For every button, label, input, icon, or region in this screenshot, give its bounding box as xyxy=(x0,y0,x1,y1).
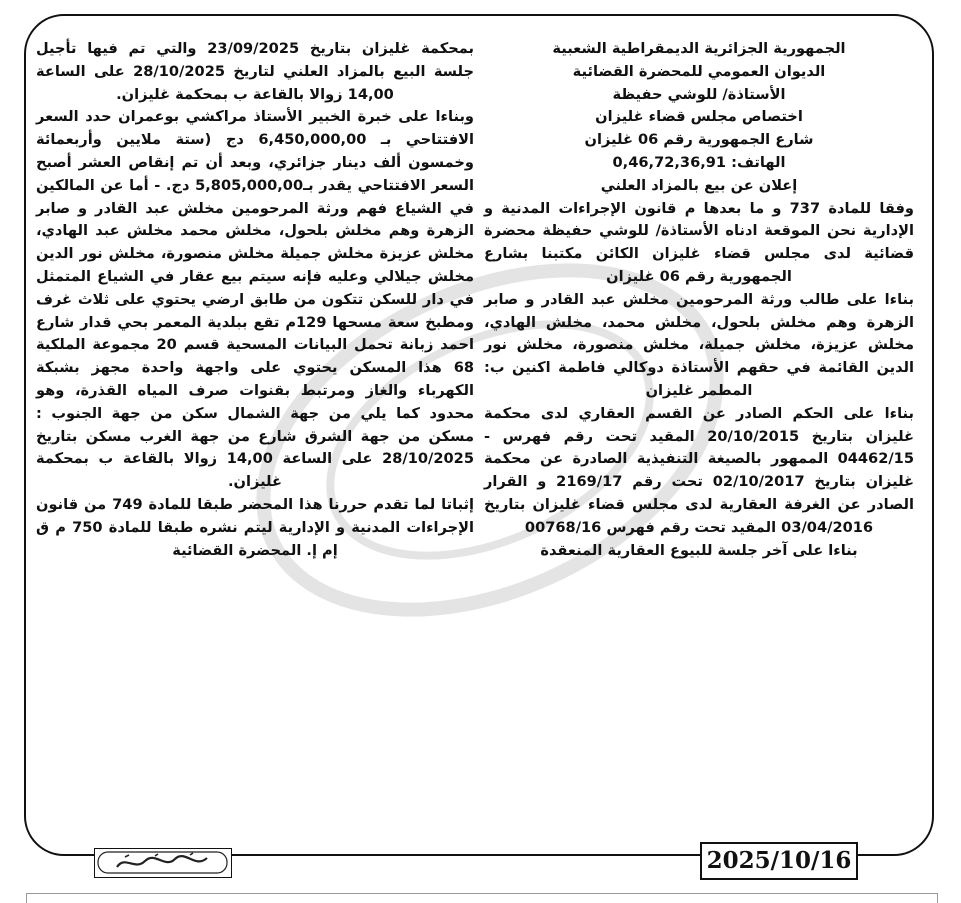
judgment-paragraph: بناءا على الحكم الصادر عن القسم العقاري لدى محكمة غليزان بتاريخ 20/10/2015 المقيد تحت رقم فهرس - 04462/15 الممهور بالصيغة التنفيذية الصادرة عن محكمة غليزان بتاريخ 02/10/2017 تحت رقم 2169/17 و القرار الصادر عن الغرفة العقارية لدى مجلس قضاء غليزان بتاريخ 03/04/2016 المقيد تحت رقم فهرس 00768/16 xyxy=(484,404,915,536)
header-line: الجمهورية الجزائرية الديمقراطية الشعبية xyxy=(552,40,846,57)
requesters-paragraph: بناءا على طالب ورثة المرحومين مخلش عبد القادر و صابر الزهرة وهم مخلش بلحول، مخلش محمد، مخلش الهادي، مخلش عزيزة، مخلش جميلة، مخلش منصورة، مخلش نور الدين القائمة في حقهم الأستاذة دوكالي فاطمة اكنين ب: المطمر غليزان xyxy=(484,290,914,399)
newspaper-logo-icon xyxy=(95,849,230,876)
header-line: الديوان العمومي للمحضرة القضائية xyxy=(572,62,826,80)
property-paragraph: وبناءا على خبرة الخبير الأستاذ مراكشي بوعمران حدد السعر الافتتاحي بـ 6,450,000,00 دج (ستة ملايين وأربعمائة وخمسون ألف دينار جزائري، وبعد أن تم إنقاص العشر أصبح السعر الافتتاحي يقدر بـ5,805,000,00 دج. - أما عن المالكين في الشياع فهم ورثة المرحومين مخلش عبد القادر و صابر الزهرة وهم مخلش بلحول، مخلش محمد مخلش عبد الهادي، مخلش عزيزة مخلش جميلة مخلش منصورة، مخلش نور الدين مخلش جيلالي وعليه فإنه سيتم بيع عقار في الشياع المتمثل في دار للسكن تتكون من طابق ارضي يحتوي على ثلاث غرف ومطبخ سعة مسحها 129م تقع ببلدية المعمر بحي قدار شارع احمد زبانة تحمل البيانات المسحية قسم 20 مجموعة الملكية 68 هذا المسكن يحتوي على واجهة واحدة مجهز بشبكة الكهرباء والغاز ومرتبط بقنوات صرف المياه القذرة، وهو محدود كما يلي من جهة الشمال سكن من جهة الجنوب : مسكن من جهة الشرق شارع من جهة الغرب مسكن بتاريخ 28/10/2025 على الساعة 14,00 زوالا بالقاعة ب بمحكمة غليزان. xyxy=(36,108,475,491)
header-line: اختصاص مجلس قضاء غليزان xyxy=(595,108,803,126)
notice-title: إعلان عن بيع بالمزاد العلني xyxy=(600,176,798,194)
newspaper-logo xyxy=(94,848,232,878)
publication-date: 2025/10/16 xyxy=(700,842,858,880)
header-line: شارع الجمهورية رقم 06 غليزان xyxy=(584,131,814,149)
legal-basis-paragraph: وفقا للمادة 737 و ما بعدها م قانون الإجراءات المدنية و الإدارية نحن الموقعة ادناه الأستاذة/ للوشي حفيظة محضرة قضائية لدى مجلس قضاء غليزان الكائن مكتبنا بشارع الجمهورية رقم 06 غليزان xyxy=(484,199,915,285)
left-column xyxy=(36,38,474,562)
header-line: الأستاذة/ للوشي حفيظة xyxy=(612,85,786,103)
last-session-paragraph: بناءا على آخر جلسة للبيوع العقارية المنعقدة xyxy=(540,541,858,559)
closing-paragraph: إثباتا لما تقدم حررنا هذا المحضر طبقا للمادة 749 من قانون الإجراءات المدنية و الإدارية ليتم نشره طبقا للمادة 750 م ق إم إ. المحضرة القضائية xyxy=(36,495,475,559)
session-paragraph: بمحكمة غليزان بتاريخ 23/09/2025 والتي تم فيها تأجيل جلسة البيع بالمزاد العلني لتاريخ 28/10/2025 على الساعة 14,00 زوالا بالقاعة ب بمحكمة غليزان. xyxy=(36,40,475,103)
phone-line: الهاتف: 0,46,72,36,91 xyxy=(612,153,786,171)
right-column xyxy=(484,38,914,562)
